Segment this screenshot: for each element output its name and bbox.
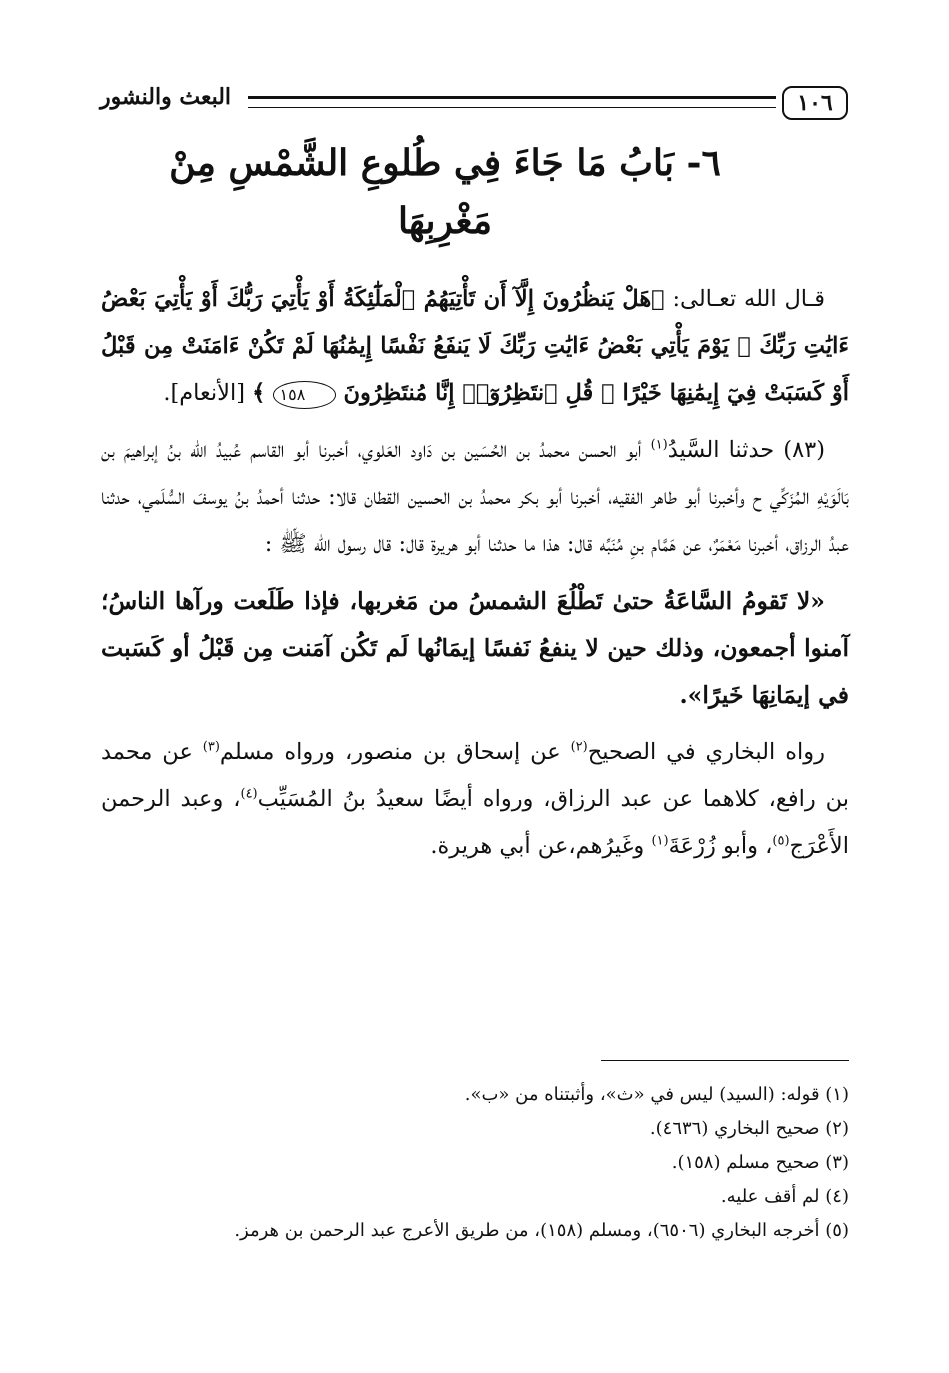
footnote-separator (601, 1060, 849, 1061)
ayah-number-badge: ١٥٨ (273, 381, 337, 409)
takhrij-text-3: عن محمد بن رافع، كلاهما عن عبد الرزاق، ورواه أيضًا سعيدُ بنُ المُسَيِّب (101, 739, 849, 812)
footnote-item: (٣) صحيح مسلم (١٥٨). (671, 1152, 849, 1173)
footnote-item: (٥) أخرجه البخاري (٦٥٠٦)، ومسلم (١٥٨)، من طريق الأعرج عبد الرحمن بن هرمز. (234, 1220, 849, 1241)
quran-intro: قـال الله تعـالى: (664, 286, 825, 312)
footnotes (101, 1078, 849, 1248)
takhrij-text-6: وغَيرُهم،عن أبي هريرة. (430, 833, 652, 859)
footnote-item: (١) قوله: (السيد) ليس في «ث»، وأثبتناه من «ب». (464, 1084, 849, 1105)
footnote-marker: (٥) (772, 833, 790, 849)
surah-reference: [الأنعام]. (163, 380, 246, 406)
isnad-text-2: أبو الحسن محمدُ بن الحُسَين بن دَاود العَلوي، أخبرنا أبو القاسم عُبيدُ الله بنُ إبراهيمَ بن بَالَوَيْهِ المُزَكِّي ح وأخبرنا أبو طاهر الفقيه، أخبرنا أبو بكر محمدُ بن الحسين القطان قالا: حدثنا أحمدُ بنُ يوسفَ السُّلَمي، حدثنا عبدُ الرزاق، أخبرنا مَعْمَرٌ، عن هَمَّام بنِ مُنَبِّه قال: هذا ما حدثنا أبو هريرة قال: قال رسول الله ﷺ : (101, 437, 849, 557)
page-header (100, 82, 848, 126)
takhrij-text-2: عن إسحاق بن منصور، ورواه مسلم (219, 739, 571, 765)
footnote-marker: (٤) (240, 786, 258, 802)
isnad-text-1: (٨٣) حدثنا السَّيدُ (667, 437, 826, 463)
quran-paragraph (101, 276, 849, 417)
body-text (101, 276, 849, 880)
running-title: البعث والنشور (100, 84, 232, 110)
takhrij-text-1: رواه البخاري في الصحيح (587, 739, 825, 765)
takhrij-text-4: ، وعبد الرحمن الأَعْرَج (101, 786, 849, 859)
isnad-paragraph (101, 427, 849, 568)
footnote-marker: (٢) (570, 739, 588, 755)
footnote-marker: (١) (651, 833, 669, 849)
header-rule (248, 96, 776, 108)
takhrij-paragraph (101, 729, 849, 870)
quran-verse-close: ﴾ (252, 380, 266, 406)
footnote-marker: (٣) (202, 739, 220, 755)
takhrij-text-5: ، وأبو زُرْعَةَ (668, 833, 773, 859)
quran-verse: ﴿هَلْ يَنظُرُونَ إِلَّآ أَن تَأْتِيَهُمُ ٱلْمَلَٰٓئِكَةُ أَوْ يَأْتِيَ رَبُّكَ أَوْ يَأْتِيَ بَعْضُ ءَايَٰتِ رَبِّكَ ۗ يَوْمَ يَأْتِي بَعْضُ ءَايَٰتِ رَبِّكَ لَا يَنفَعُ نَفْسًا إِيمَٰنُهَا لَمْ تَكُنْ ءَامَنَتْ مِن قَبْلُ أَوْ كَسَبَتْ فِيٓ إِيمَٰنِهَا خَيْرًا ۗ قُلِ ٱنتَظِرُوٓا۟ إِنَّا مُنتَظِرُونَ (101, 286, 849, 406)
chapter-heading: ٦- بَابُ مَا جَاءَ فِي طُلوعِ الشَّمْسِ مِنْ مَغْرِبِهَا (169, 142, 721, 242)
hadith-text: «لا تَقومُ السَّاعَةُ حتىٰ تَطْلُعَ الشمسُ من مَغربها، فإذا طَلَعت ورآها الناسُ؛ آمنوا أجمعون، وذلك حين لا ينفعُ نَفسًا إيمَانُها لَم تَكُن آمَنت مِن قَبْلُ أو كَسَبت في إيمَانِهَا خَيرًا». (101, 587, 849, 709)
footnote-marker: (١) (650, 437, 668, 453)
page-number: ١٠٦ (782, 86, 848, 120)
footnote-item: (٤) لم أقف عليه. (720, 1186, 849, 1207)
footnote-item: (٢) صحيح البخاري (٤٦٣٦). (649, 1118, 849, 1139)
